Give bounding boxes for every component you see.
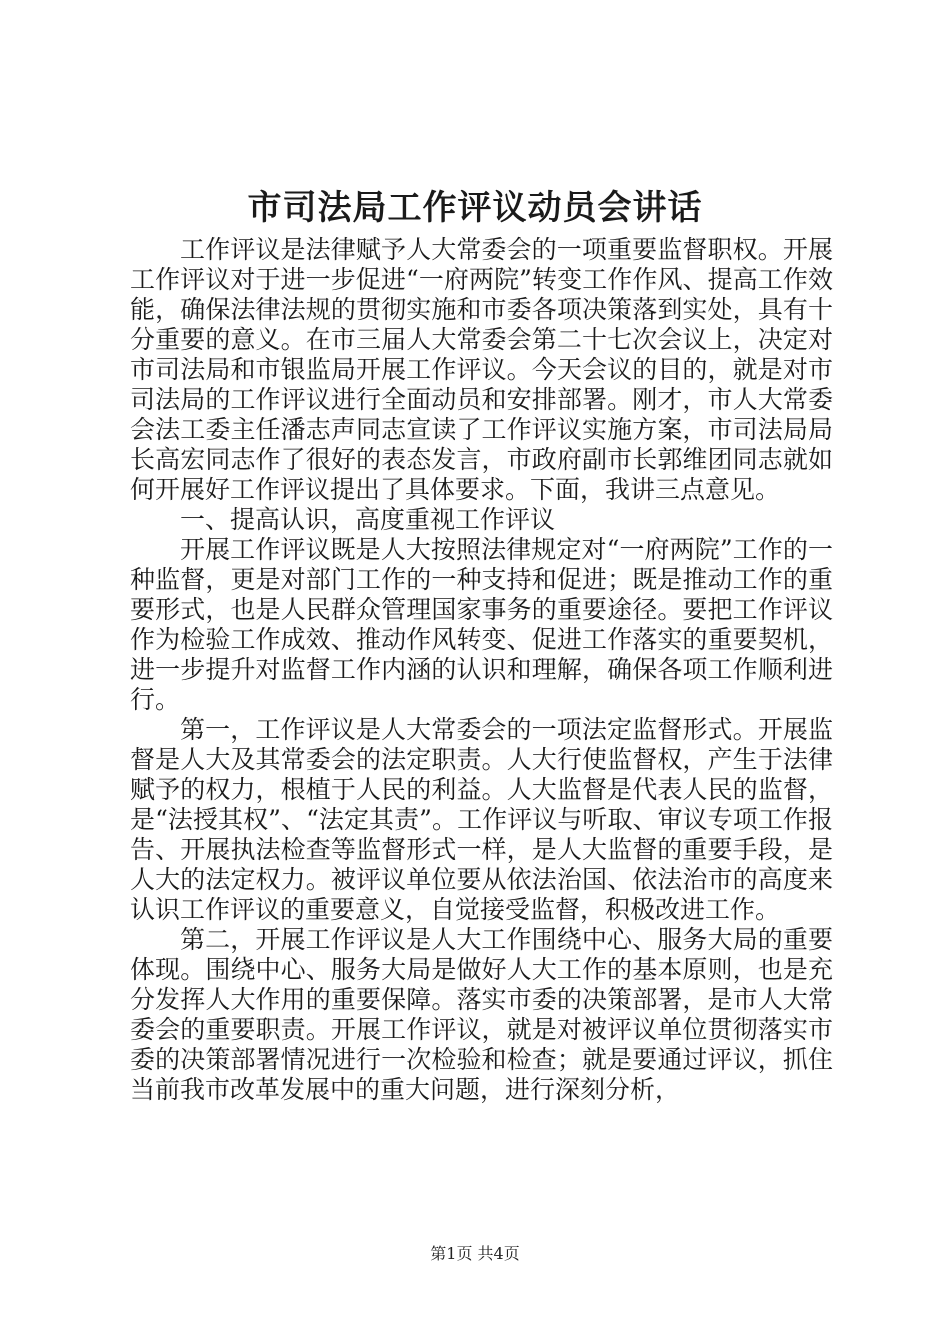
paragraph-section-1: 开展工作评议既是人大按照法律规定对“一府两院”工作的一种监督，更是对部门工作的一种支持和促进；既是推动工作的重要形式，也是人民群众管理国家事务的重要途径。要把工作评议作为检验工作成效、推动作风转变、促进工作落实的重要契机，进一步提升对监督工作内涵的认识和理解，确保各项工作顺利进行。 [130,535,833,714]
paragraph-point-1: 第一，工作评议是人大常委会的一项法定监督形式。开展监督是人大及其常委会的法定职责。人大行使监督权，产生于法律赋予的权力，根植于人民的利益。人大监督是代表人民的监督，是“法授其权”、“法定其责”。工作评议与听取、审议专项工作报告、开展执法检查等监督形式一样，是人大监督的重要手段，是人大的法定权力。被评议单位要从依法治国、依法治市的高度来认识工作评议的重要意义，自觉接受监督，积极改进工作。 [130,715,833,924]
page-number-footer: 第1页 共4页 [430,1244,520,1263]
document-title: 市司法局工作评议动员会讲话 [247,188,703,228]
section-heading-1: 一、提高认识，高度重视工作评议 [180,505,556,534]
paragraph-point-2: 第二，开展工作评议是人大工作围绕中心、服务大局的重要体现。围绕中心、服务大局是做好人大工作的基本原则，也是充分发挥人大作用的重要保障。落实市委的决策部署，是市人大常委会的重要职责。开展工作评议，就是对被评议单位贯彻落实市委的决策部署情况进行一次检验和检查；就是要通过评议，抓住当前我市改革发展中的重大问题，进行深刻分析， [130,925,833,1104]
paragraph-intro: 工作评议是法律赋予人大常委会的一项重要监督职权。开展工作评议对于进一步促进“一府两院”转变工作作风、提高工作效能，确保法律法规的贯彻实施和市委各项决策落到实处，具有十分重要的意义。在市三届人大常委会第二十七次会议上，决定对市司法局和市银监局开展工作评议。今天会议的目的，就是对市司法局的工作评议进行全面动员和安排部署。刚才，市人大常委会法工委主任潘志声同志宣读了工作评议实施方案，市司法局局长高宏同志作了很好的表态发言，市政府副市长郭维团同志就如何开展好工作评议提出了具体要求。下面，我讲三点意见。 [130,235,833,504]
document-body [130,235,833,1105]
